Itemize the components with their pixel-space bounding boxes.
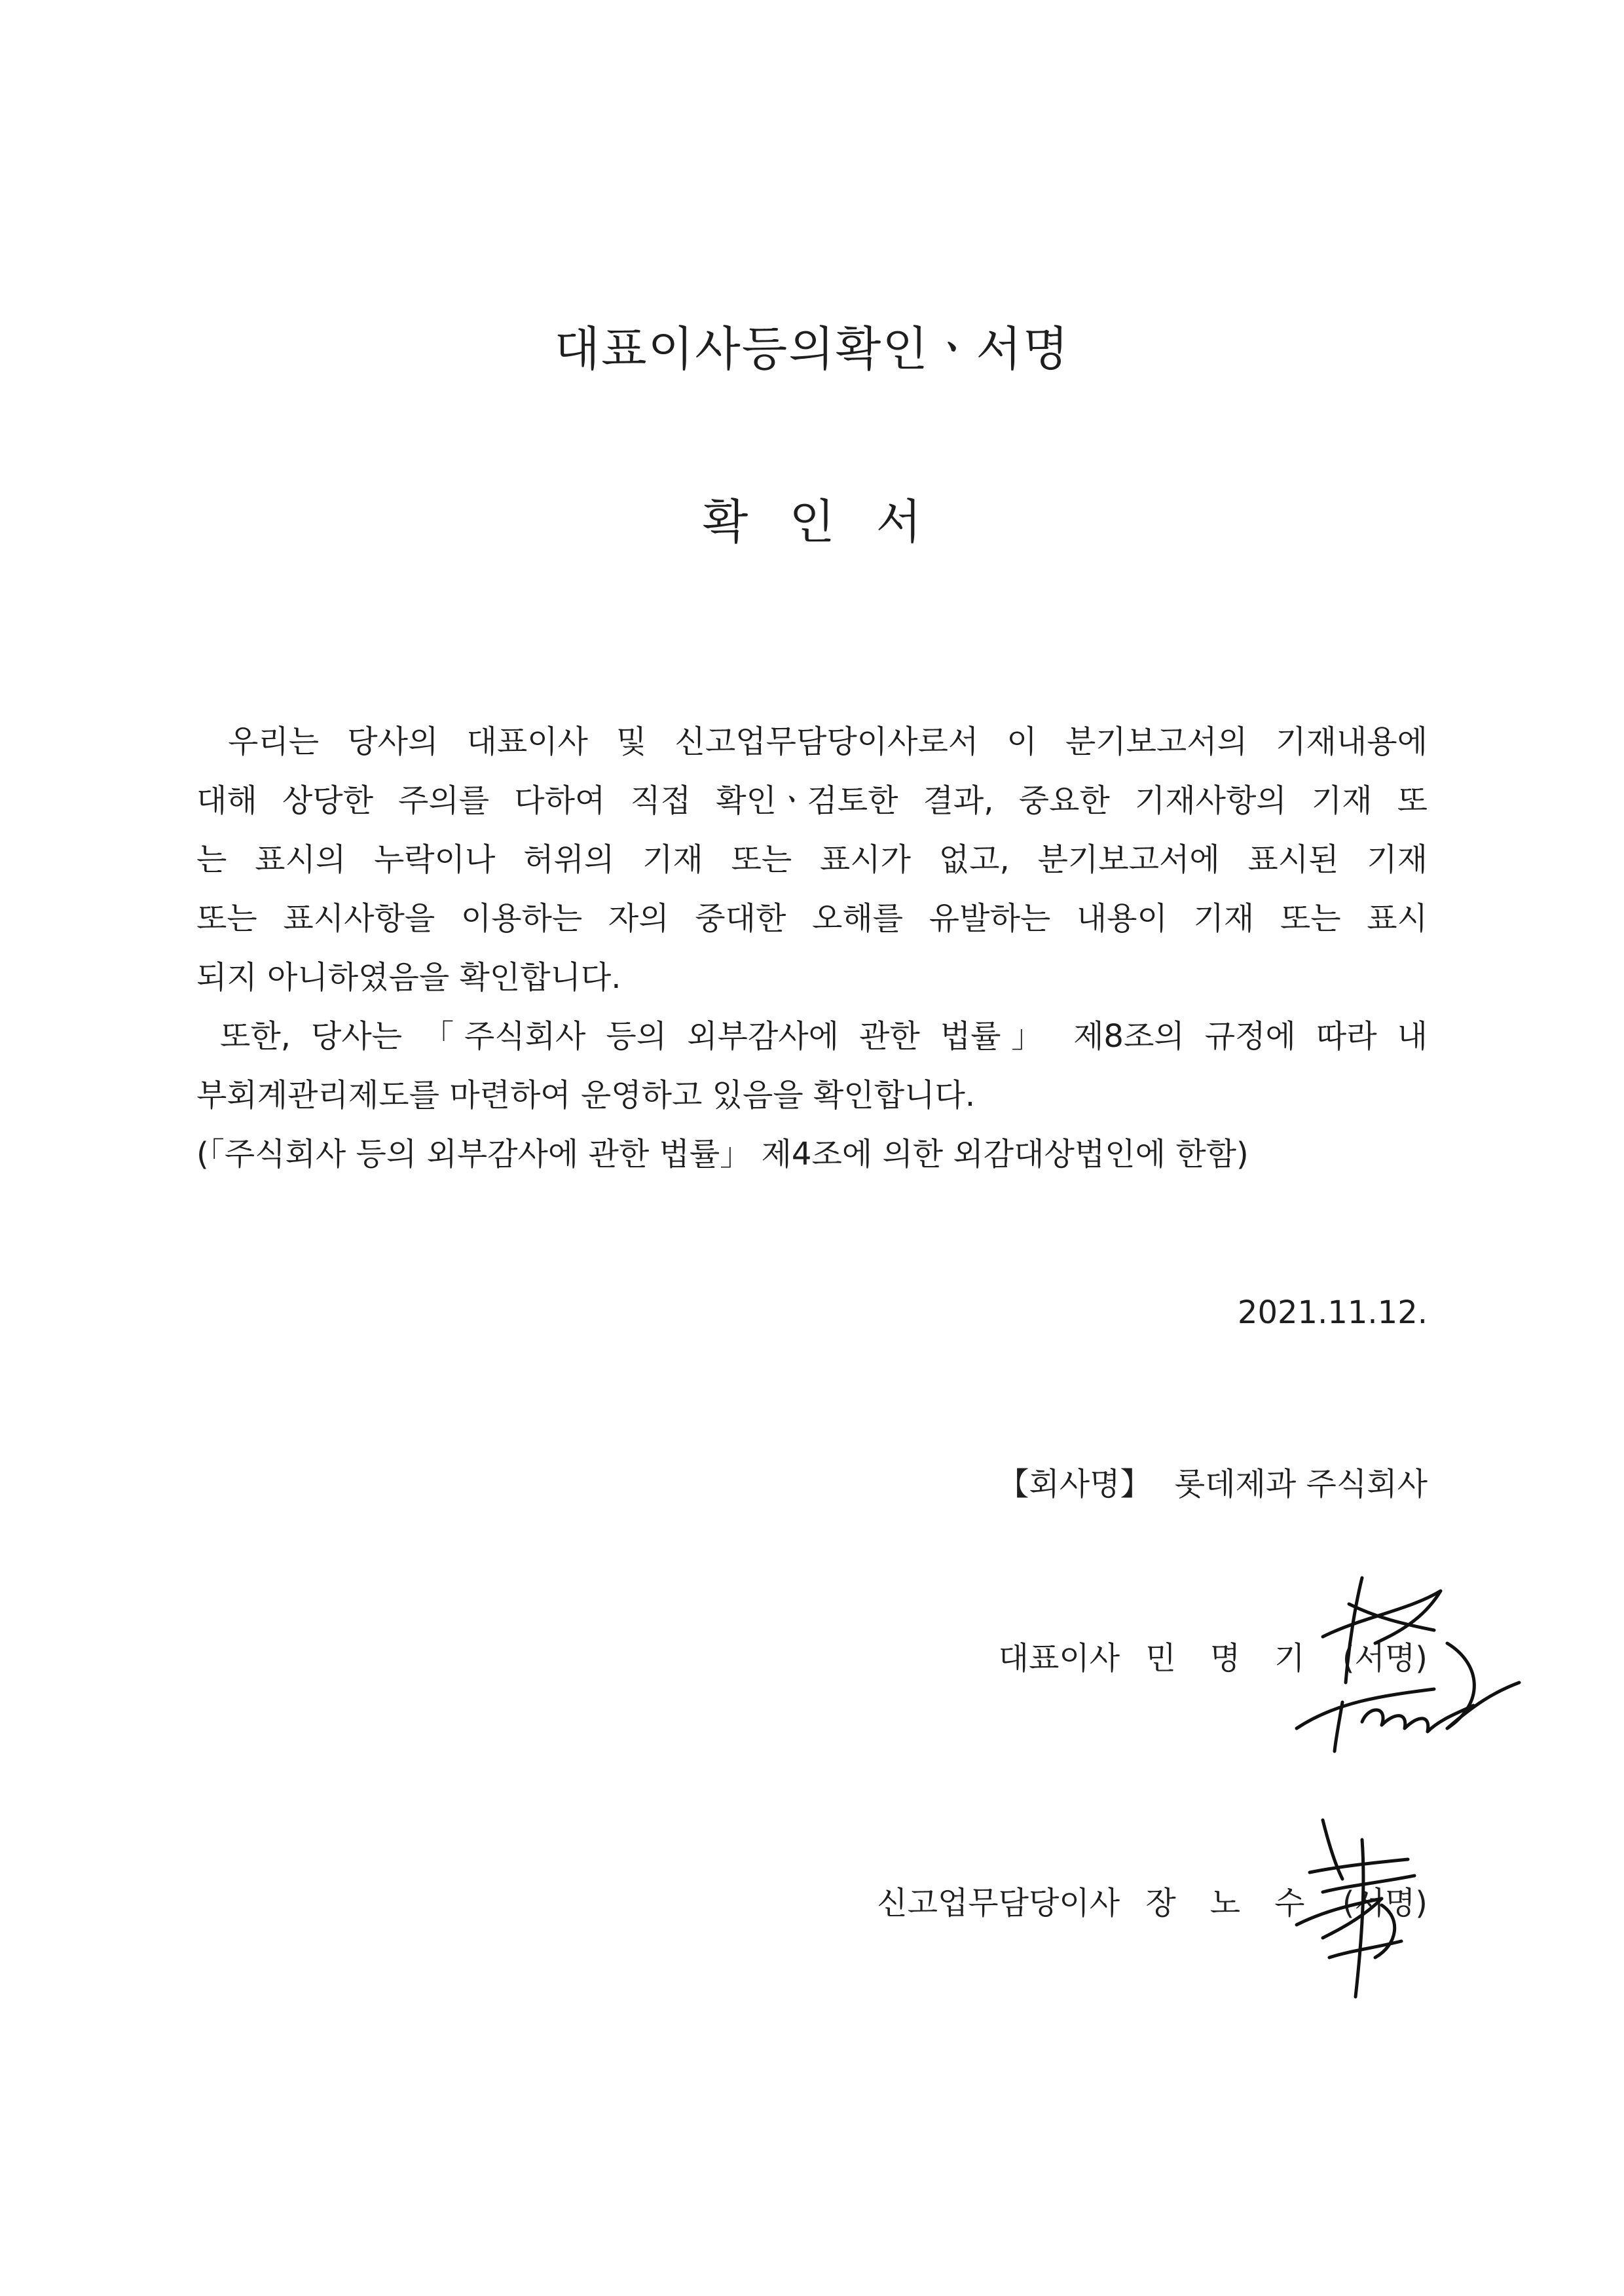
paragraph-line: 또한, 당사는 「주식회사 등의 외부감사에 관한 법률」 제8조의 규정에 따라 내 (220, 1018, 1428, 1055)
paragraph-line: (「주식회사 등의 외부감사에 관한 법률」 제4조에 의한 외감대상법인에 한함) (196, 1136, 1249, 1173)
company-name: 롯데제과 주식회사 (1174, 1466, 1428, 1503)
internal-control-paragraph (196, 1007, 1428, 1184)
sign-label: (서명) (1342, 1885, 1428, 1922)
document-subtitle: 확 인 서 (702, 494, 922, 549)
paragraph-line: 대해 상당한 주의를 다하여 직접 확인ㆍ검토한 결과, 중요한 기재사항의 기재 또 (196, 782, 1428, 819)
paragraph-line: 또는 표시사항을 이용하는 자의 중대한 오해를 유발하는 내용이 기재 또는 표시 (196, 900, 1428, 937)
ceo-signature-line (999, 1629, 1428, 1688)
paragraph-line: 되지 아니하였음을 확인합니다. (196, 959, 621, 996)
signer-role: 신고업무담당이사 (877, 1885, 1120, 1922)
paragraph-line: 우리는 당사의 대표이사 및 신고업무담당이사로서 이 분기보고서의 기재내용에 (228, 723, 1428, 760)
signer-name: 민명기 (1145, 1640, 1339, 1677)
paragraph-line: 부회계관리제도를 마련하여 운영하고 있음을 확인합니다. (196, 1077, 976, 1114)
sign-label: (서명) (1342, 1640, 1428, 1677)
company-label: 【회사명】 (997, 1466, 1152, 1503)
signer-name: 장노수 (1145, 1885, 1339, 1922)
paragraph-line: 는 표시의 누락이나 허위의 기재 또는 표시가 없고, 분기보고서에 표시된 기재 (196, 841, 1428, 878)
document-title: 대표이사등의확인ㆍ서명 (554, 321, 1070, 376)
company-line (997, 1455, 1428, 1514)
confirmation-paragraph (196, 712, 1428, 1007)
document-date: 2021.11.12. (1237, 1294, 1428, 1331)
signer-role: 대표이사 (998, 1640, 1120, 1677)
disclosure-officer-signature-line (877, 1874, 1428, 1933)
